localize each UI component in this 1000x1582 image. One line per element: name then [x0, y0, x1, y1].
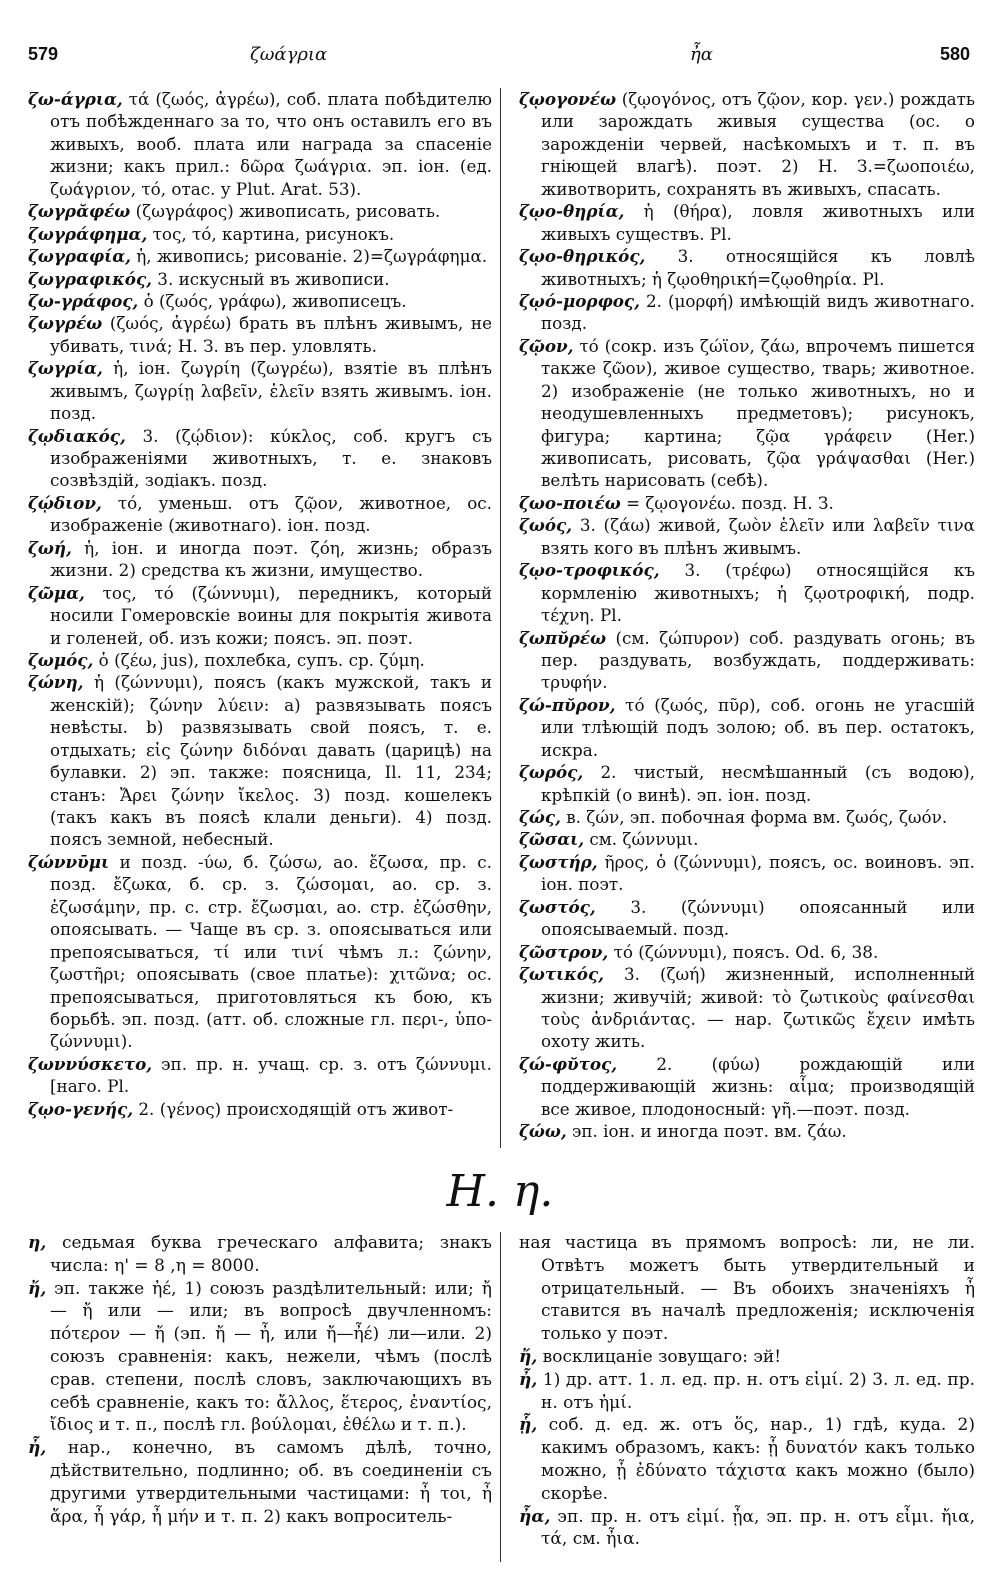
entry-headword: ἦ, — [28, 1438, 47, 1459]
dictionary-entry — [519, 1506, 975, 1552]
entry-definition: ὁ (ζωός, γράφω), живописецъ. — [138, 290, 407, 311]
entry-definition: седьмая буква греческаго алфавита; знакъ числа: η' = 8 ,η = 8000. — [46, 1233, 492, 1276]
column-right-upper — [519, 88, 975, 1148]
entry-definition: τό (ζώννυμι), поясъ. Od. 6, 38. — [608, 941, 879, 962]
entry-definition: ῆρος, ὁ (ζώννυμι), поясъ, ос. воиновъ. эп. іон. поэт. — [541, 851, 975, 895]
dictionary-entry — [28, 1098, 492, 1120]
entry-definition: эп. іон. и иногда поэт. вм. ζάω. — [566, 1121, 847, 1142]
dictionary-entry — [519, 88, 975, 200]
entry-definition: эп. пр. н. отъ εἰμί. ᾖα, эп. пр. н. отъ εἶμι. ἤια, τά, см. ἦια. — [541, 1506, 975, 1550]
entry-headword: ζωννύσκετο, — [28, 1053, 153, 1074]
entry-definition: 2. (γένος) происходящій отъ живот- — [133, 1098, 454, 1119]
dictionary-entry — [28, 268, 492, 290]
running-headword-left: ζωάγρια — [250, 44, 328, 65]
dictionary-entry — [519, 1232, 975, 1346]
dictionary-entry — [28, 312, 492, 357]
entry-definition: = ζῳογονέω. позд. Н. З. — [620, 492, 834, 513]
dictionary-entry — [28, 1232, 492, 1278]
dictionary-entry — [28, 223, 492, 245]
entry-definition: ὁ (ζέω, jus), похлебка, супъ. ср. ζύμη. — [93, 649, 425, 670]
section-letter-heading: H. η. — [446, 1166, 554, 1217]
entry-headword: ζωμός, — [28, 649, 94, 670]
entry-headword: ζώννῡμι — [28, 851, 110, 872]
column-right-lower — [519, 1232, 975, 1562]
upper-columns — [0, 88, 1000, 1148]
entry-headword: ζω-άγρια, — [28, 89, 123, 109]
entry-headword: ζωτικός, — [519, 964, 605, 985]
dictionary-entry — [519, 1414, 975, 1505]
entry-definition: 3. искусный въ живописи. — [151, 268, 390, 289]
dictionary-entry — [519, 1120, 975, 1142]
dictionary-entry — [28, 1437, 492, 1528]
dictionary-entry — [28, 425, 492, 492]
dictionary-entry — [519, 1369, 975, 1415]
dictionary-entry — [519, 200, 975, 245]
dictionary-entry — [519, 851, 975, 896]
dictionary-entry — [519, 1053, 975, 1120]
entry-headword: ζώς, — [519, 807, 561, 827]
page-number-right: 580 — [939, 44, 970, 64]
column-left-upper — [28, 88, 501, 1148]
entry-definition: и позд. -ύω, б. ζώσω, ао. ἔζωσα, пр. с. позд. ἔζωκα, б. ср. з. ζώσομαι, ао. ср. з. ἐζωσάμην, пр. с. стр. ἔζωσμαι, ао. стр. ἐζώσθην, опоясывать. — Чаще въ ср. з. опоясываться или препоясываться, τί или τινί чѣмъ л.: ζώνην, ζωστῆρι; опоясывать (свое платье): χιτῶνα; ос. препоясываться, приготовляться къ бою, къ борьбѣ. эп. позд. (атт. об. сложные гл. περι-, ὑπο-ζώννυμι). — [50, 851, 492, 1052]
entry-headword: ἦ, — [519, 1369, 538, 1390]
dictionary-entry — [519, 963, 975, 1053]
entry-headword: ζῶμα, — [28, 582, 85, 603]
dictionary-entry — [519, 492, 975, 514]
entry-definition: τό (ζωός, πῦρ), соб. огонь не угасшій или тлѣющій подъ золою; об. въ пер. остатокъ, искра. — [541, 694, 975, 760]
dictionary-entry — [28, 88, 492, 200]
dictionary-entry — [519, 828, 975, 850]
dictionary-entry — [519, 1346, 975, 1369]
entry-headword: ζωγρία, — [28, 358, 103, 379]
dictionary-entry — [28, 245, 492, 267]
entry-definition: ἡ (θήρα), ловля животныхъ или живыхъ существъ. Pl. — [541, 201, 975, 244]
column-left-lower — [28, 1232, 501, 1562]
entry-definition: ἡ, іон. и иногда поэт. ζόη, жизнь; образъ жизни. 2) средства къ жизни, имущество. — [50, 537, 492, 581]
dictionary-entry — [28, 537, 492, 582]
dictionary-entry — [519, 559, 975, 626]
dictionary-entry — [28, 649, 492, 671]
dictionary-entry — [519, 627, 975, 694]
entry-headword: ζῴδιον, — [28, 492, 102, 513]
entry-headword: ζωός, — [519, 515, 573, 536]
dictionary-entry — [519, 761, 975, 806]
entry-definition: 1) др. атт. 1. л. ед. пр. н. отъ εἰμί. 2) 3. л. ед. пр. н. отъ ἠμί. — [537, 1369, 975, 1413]
entry-definition: ἡ, живопись; рисованіе. 2)=ζωγράφημα. — [130, 246, 488, 267]
entry-headword: ζῳο-θηρία, — [519, 201, 625, 222]
entry-headword: ζώω, — [519, 1121, 567, 1142]
entry-definition: τος, τό (ζώννυμι), передникъ, который носили Гомеровскіе воины для покрытія живота и голеней, об. изъ кожи; поясъ. эп. поэт. — [50, 582, 492, 648]
entry-headword: ἦα, — [519, 1506, 551, 1527]
entry-definition: 2. (φύω) рождающій или поддерживающій жизнь: αἷμα; производящій все живое, плодоносный: γῆ.—поэт. позд. — [541, 1053, 975, 1119]
lower-columns — [0, 1232, 1000, 1562]
entry-headword: ζωγραφία, — [28, 246, 131, 267]
dictionary-entry — [519, 514, 975, 559]
dictionary-entry — [28, 582, 492, 649]
entry-headword: ζωγραφικός, — [28, 268, 152, 289]
dictionary-entry — [28, 492, 492, 537]
entry-definition: (ζωγράφος) живописать, рисовать. — [130, 201, 441, 222]
entry-headword: ζωστός, — [519, 896, 596, 917]
dictionary-entry — [519, 245, 975, 290]
entry-headword: ζώνη, — [28, 672, 84, 693]
entry-definition: 3. (τρέφω) относящійся къ кормленію животныхъ; ἡ ζῳοτροφική, подр. τέχνη. Pl. — [541, 560, 975, 626]
entry-definition: ἡ (ζώννυμι), поясъ (какъ мужской, такъ и женскій); ζώνην λύειν: a) развязывать поясъ невѣсты. b) развязывать свой поясъ, т. е. отдыхать; εἰς ζώνην διδόναι давать (царицѣ) на булавки. 2) эп. также: поясница, Il. 11, 234; станъ: Ἄρει ζώνην ἴκελος. 3) позд. кошелекъ (такъ какъ въ поясѣ клали деньги). 4) позд. поясъ земной, небесный. — [50, 672, 492, 850]
dictionary-entry — [28, 1278, 492, 1438]
running-headword-right: ἦα — [690, 44, 713, 65]
entry-headword: ζωγρᾰφέω — [28, 201, 131, 222]
entry-definition: 3. (ζώννυμι) опоясанный или опоясываемый. позд. — [541, 896, 975, 940]
entry-headword: ζῷον, — [519, 335, 574, 356]
dictionary-entry — [519, 290, 975, 335]
entry-headword: ζωο-ποιέω — [519, 492, 621, 513]
entry-definition: (ζωός, ἀγρέω) брать въ плѣнъ живымъ, не убивать, τινά; Н. З. въ пер. уловлять. — [50, 313, 492, 356]
entry-definition: 3. относящійся къ ловлѣ животныхъ; ἡ ζῳοθηρική=ζῳοθηρία. Pl. — [541, 246, 975, 289]
entry-headword: ζῳο-θηρικός, — [519, 246, 646, 267]
entry-definition: восклицаніе зовущаго: эй! — [537, 1346, 782, 1367]
entry-headword: ζωγρέω — [28, 313, 103, 334]
entry-definition: соб. д. ед. ж. отъ ὅς, нар., 1) гдѣ, куда. 2) какимъ образомъ, какъ: ᾗ δυνατόν какъ только можно, ᾗ ἐδύνατο τάχιστα какъ можно (было) скорѣе. — [537, 1415, 975, 1504]
entry-headword: ζῳο-γενής, — [28, 1098, 134, 1119]
entry-definition: эп. также ἠέ, 1) союзъ раздѣлительный: или; ἤ — ἤ или — или; въ вопросѣ двучленномъ: πότερον — ἤ (эп. ἤ — ἦ, или ἤ—ἦέ) ли—или. 2) союзъ сравненія: какъ, нежели, чѣмъ (послѣ срав. степени, послѣ словъ, заключающихъ въ себѣ сравненіе, какъ то: ἄλλος, ἕτερος, ἐναντίος, ἴδιος и т. п., послѣ гл. βούλομαι, ἐθέλω и т. п.). — [46, 1278, 492, 1436]
entry-headword: ζῳο-τροφικός, — [519, 560, 660, 581]
entry-headword: ζωγράφημα, — [28, 223, 148, 244]
dictionary-entry — [519, 806, 975, 828]
entry-headword: ζῳογονέω — [519, 89, 617, 109]
entry-definition: (см. ζώπυρον) соб. раздувать огонь; въ пер. раздувать, возбуждать, поддерживать: τρυφήν. — [541, 627, 975, 693]
entry-headword: ζω-γράφος, — [28, 290, 139, 311]
running-head — [28, 44, 970, 84]
entry-definition: эп. пр. н. учащ. ср. з. отъ ζώννυμι. [наго. Pl. — [50, 1053, 492, 1097]
entry-definition: (ζῳογόνος, отъ ζῷον, кор. γεν.) рождать или зарождать живыя существа (ос. о зарожденіи червей, насѣкомыхъ и т. п. въ гніющей влагѣ). поэт. 2) Н. З.=ζωοποιέω, животворить, сохранять въ живыхъ, спасать. — [541, 89, 975, 199]
entry-definition: 3. (ζωή) жизненный, исполненный жизни; живучій; живой: τὸ ζωτικοὺς φαίνεσθαι τοὺς ἀνδριάντας. — нар. ζωτικῶς ἔχειν имѣть охоту жить. — [541, 964, 975, 1052]
dictionary-entry — [519, 941, 975, 963]
entry-definition: см. ζώννυμι. — [584, 829, 699, 850]
entry-headword: ζωπῠρέω — [519, 627, 607, 648]
entry-headword: ζωρός, — [519, 762, 584, 783]
entry-headword: ζωστήρ, — [519, 851, 598, 872]
entry-headword: ζῳό-μορφος, — [519, 290, 640, 311]
entry-headword: ζῶσαι, — [519, 829, 585, 850]
entry-definition: нар., конечно, въ самомъ дѣлѣ, точно, дѣйствительно, подлинно; об. въ соединеніи съ другими утвердительными частицами: ἦ τοι, ἦ ἄρα, ἦ γάρ, ἦ μήν и т. п. 2) какъ вопроситель- — [46, 1438, 492, 1527]
entry-definition: 3. (ζάω) живой, ζωὸν ἑλεῖν или λαβεῖν τινα взять кого въ плѣнъ живымъ. — [541, 515, 975, 558]
entry-definition: 3. (ζῴδιον): κύκλος, соб. кругъ съ изображеніями животныхъ, т. е. знаковъ созвѣздій, зодіакъ. позд. — [50, 425, 492, 491]
page-number-left: 579 — [28, 44, 59, 64]
dictionary-entry — [28, 357, 492, 424]
dictionary-entry — [28, 1053, 492, 1098]
entry-definition: ἡ, іон. ζωγρίη (ζωγρέω), взятіе въ плѣнъ живымъ, ζωγρίῃ λαβεῖν, ἑλεῖν взять живымъ. іон. позд. — [50, 358, 492, 424]
entry-headword: ζώ-πῠρον, — [519, 694, 616, 715]
entry-definition: τος, τό, картина, рисунокъ. — [147, 223, 395, 244]
entry-definition: τά (ζωός, ἀγρέω), соб. плата побѣдителю отъ побѣжденнаго за то, что онъ оставилъ его въ живыхъ, вооб. плата или награда за спасеніе жизни; какъ прил.: δῶρα ζωάγρια. эп. іон. (ед. ζωάγριον, τό, отас. у Plut. Arat. 53). — [50, 89, 492, 199]
entry-headword: ἤ, — [28, 1278, 47, 1299]
entry-definition: τό (сокр. изъ ζώϊον, ζάω, впрочемъ пишется также ζῶον), живое существо, тварь; животное. 2) изображеніе (не только животныхъ, но и неодушевленныхъ предметовъ); рисунокъ, фигура; картина; ζῷα γράφειν (Her.) живописать, рисовать, ζῷα γράψασθαι (Her.) велѣть нарисовать (себѣ). — [541, 335, 975, 491]
dictionary-entry — [28, 290, 492, 312]
entry-headword: ζῳδιακός, — [28, 425, 126, 446]
dictionary-entry — [519, 896, 975, 941]
dictionary-entry — [519, 335, 975, 492]
entry-headword: η, — [28, 1233, 47, 1253]
entry-definition: ная частица въ прямомъ вопросѣ: ли, не ли. Отвѣтъ можетъ быть утвердительный и отрицательный. — Въ обоихъ значеніяхъ ἦ ставится въ началѣ предложенія; исключенія только у поэт. — [519, 1233, 975, 1345]
entry-headword: ᾗ, — [519, 1415, 538, 1436]
entry-headword: ζώ-φῠτος, — [519, 1053, 618, 1074]
dictionary-entry — [519, 694, 975, 761]
entry-definition: 2. чистый, несмѣшанный (съ водою), крѣпкій (о винѣ). эп. іон. позд. — [541, 762, 975, 805]
entry-definition: τό, уменьш. отъ ζῷον, животное, ос. изображеніе (животнаго). іон. позд. — [50, 492, 492, 536]
entry-headword: ζῶστρον, — [519, 941, 609, 962]
dictionary-entry — [28, 200, 492, 222]
entry-headword: ἤ, — [519, 1346, 538, 1367]
entry-headword: ζωή, — [28, 537, 72, 558]
dictionary-entry — [28, 851, 492, 1053]
entry-definition: 2. (μορφή) имѣющій видъ животнаго. позд. — [541, 290, 975, 334]
entry-definition: в. ζών, эп. побочная форма вм. ζωός, ζωόν. — [560, 807, 948, 827]
dictionary-entry — [28, 671, 492, 851]
